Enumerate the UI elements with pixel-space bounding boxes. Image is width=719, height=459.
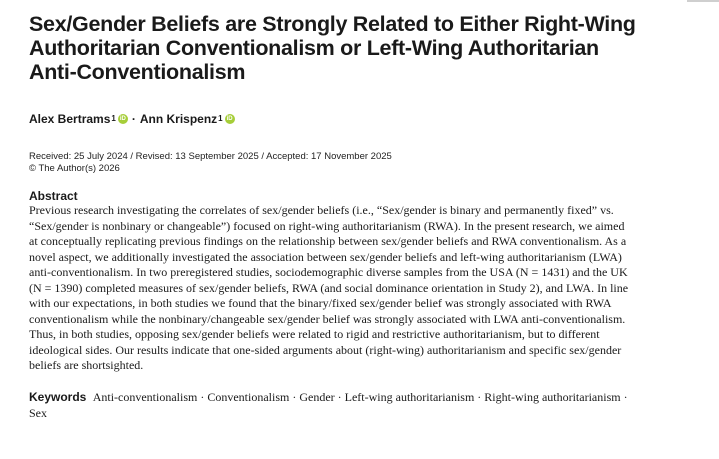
- author-name: Ann Krispenz: [139, 112, 218, 126]
- keywords-line: Sex: [29, 405, 47, 420]
- copyright-line: © The Author(s) 2026: [29, 163, 120, 174]
- abstract-line: anti-conventionalism. In two preregistered studies, sociodemographic diverse samples from the USA (N = 1431) and the UK: [29, 265, 628, 280]
- abstract-line: at conceptually replicating previous findings on the relationship between sex/gender beliefs and RWA conventionalism. As a: [29, 234, 627, 249]
- article-first-page: [29, 12, 699, 421]
- abstract-body: [29, 203, 699, 374]
- corner-mark: [687, 0, 719, 2]
- orcid-icon[interactable]: iD: [119, 116, 126, 122]
- dates-line: Received: 25 July 2024 / Revised: 13 September 2025 / Accepted: 17 November 2025: [29, 151, 392, 162]
- abstract-line: beliefs are shortsighted.: [29, 358, 144, 373]
- author-list: [29, 111, 699, 127]
- keywords-section: [29, 390, 699, 421]
- abstract-line: with our expectations, in both studies we found that the binary/fixed sex/gender belief was strongly associated with RWA: [29, 296, 612, 311]
- abstract-line: “Sex/gender is nonbinary or changeable”) focused on right-wing authoritarianism (RWA). In the present research, we aimed: [29, 218, 625, 233]
- author-name: Alex Bertrams: [29, 112, 111, 126]
- title-line: Authoritarian Conventionalism or Left-Wing Authoritarian: [29, 36, 599, 60]
- abstract-line: Previous research investigating the correlates of sex/gender beliefs (i.e., “Sex/gender is binary and permanently fixed” vs.: [29, 203, 614, 217]
- abstract-line: ideological sides. Our results indicate that one-sided arguments about (right-wing) authoritarianism and specific sex/gender: [29, 342, 622, 357]
- title-line: Sex/Gender Beliefs are Strongly Related to Either Right-Wing: [29, 12, 636, 36]
- keywords-label: Keywords: [29, 390, 87, 405]
- author-separator: ·: [131, 112, 136, 126]
- abstract-line: novel aspect, we additionally investigated the association between sex/gender beliefs and left-wing authoritarianism (LWA): [29, 249, 622, 264]
- article-title: [29, 12, 699, 84]
- keywords-list: Anti-conventionalism · Conventionalism · Gender · Left-wing authoritarianism · Right-wing authoritarianism ·: [92, 390, 628, 405]
- abstract-heading: Abstract: [29, 189, 78, 203]
- orcid-icon[interactable]: iD: [226, 116, 233, 122]
- abstract-line: conventionalism while the nonbinary/changeable sex/gender belief was strongly associated with LWA anti-conventionalism.: [29, 311, 626, 326]
- abstract-line: (N = 1390) completed measures of sex/gender beliefs, RWA (and social dominance orientation in Study 2), and LWA. In line: [29, 280, 629, 295]
- abstract-line: Thus, in both studies, opposing sex/gender beliefs were related to rigid and restrictive authoritarianism, but to different: [29, 327, 600, 342]
- author-1[interactable]: Alex Bertrams 1 iD: [29, 112, 126, 126]
- title-line: Anti-Conventionalism: [29, 60, 246, 84]
- publication-history: [29, 151, 699, 175]
- keywords-line: [29, 390, 699, 406]
- author-2[interactable]: Ann Krispenz 1 iD: [139, 112, 233, 126]
